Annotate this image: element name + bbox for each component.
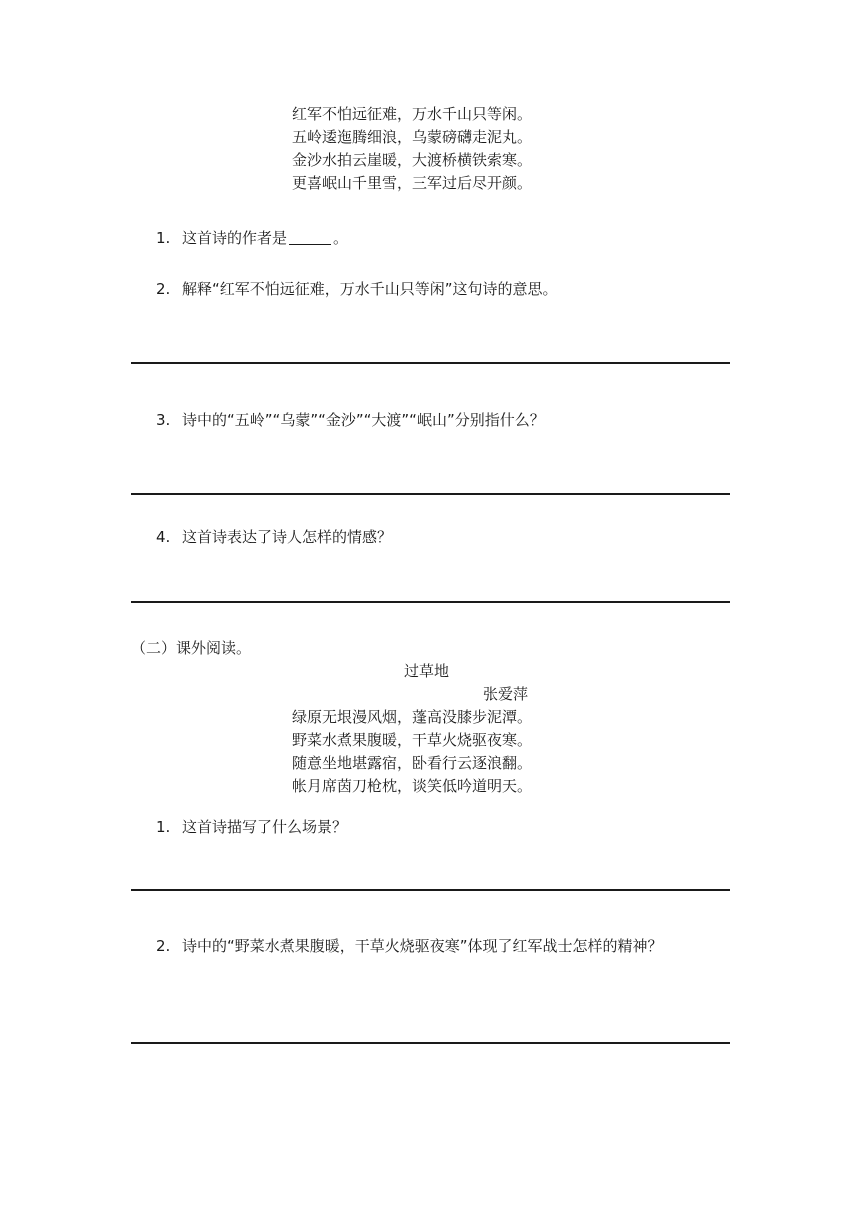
question-text-end: 。 [333, 229, 349, 247]
poem1-line-3: 金沙水拍云崖暖，大渡桥横铁索寒。 [292, 151, 533, 169]
question-text: 这首诗描写了什么场景？ [182, 818, 348, 836]
poem2-line-4: 帐月席茵刀枪枕，谈笑低吟道明天。 [292, 777, 533, 795]
question-number: 4. [156, 528, 171, 546]
question-number: 1. [156, 818, 171, 836]
question-number: 1. [156, 229, 171, 247]
answer-line[interactable] [131, 601, 730, 603]
poem1-line-2: 五岭逶迤腾细浪，乌蒙磅礴走泥丸。 [292, 128, 533, 146]
poem1-line-1: 红军不怕远征难，万水千山只等闲。 [292, 105, 533, 123]
question-text: 这首诗的作者是 [182, 229, 288, 247]
poem2-line-1: 绿原无垠漫风烟，蓬高没膝步泥潭。 [292, 708, 533, 726]
poem1-line-4: 更喜岷山千里雪，三军过后尽开颜。 [292, 174, 533, 192]
section-heading: （二）课外阅读。 [131, 639, 252, 657]
question-number: 2. [156, 937, 171, 955]
poem2-author: 张爱萍 [483, 685, 529, 703]
poem2-line-3: 随意坐地堪露宿，卧看行云逐浪翻。 [292, 754, 533, 772]
question-4 [156, 526, 392, 548]
poem2-line-2: 野菜水煮果腹暖，干草火烧驱夜寒。 [292, 731, 533, 749]
question-1 [156, 227, 348, 249]
question-2 [156, 278, 558, 300]
question-number: 2. [156, 280, 171, 298]
answer-line[interactable] [131, 493, 730, 495]
answer-blank[interactable] [289, 230, 331, 245]
section2-question-1 [156, 816, 347, 838]
answer-line[interactable] [131, 362, 730, 364]
answer-line[interactable] [131, 1042, 730, 1044]
question-text: 诗中的“五岭”“乌蒙”“金沙”“大渡”“岷山”分别指什么？ [182, 411, 545, 429]
question-3 [156, 409, 545, 431]
answer-line[interactable] [131, 889, 730, 891]
question-text: 诗中的“野菜水煮果腹暖，干草火烧驱夜寒”体现了红军战士怎样的精神？ [182, 937, 663, 955]
question-text: 这首诗表达了诗人怎样的情感？ [182, 528, 393, 546]
question-text: 解释“红军不怕远征难，万水千山只等闲”这句诗的意思。 [182, 280, 558, 298]
section2-question-2 [156, 930, 730, 962]
poem2-title: 过草地 [404, 662, 450, 680]
question-number: 3. [156, 411, 171, 429]
